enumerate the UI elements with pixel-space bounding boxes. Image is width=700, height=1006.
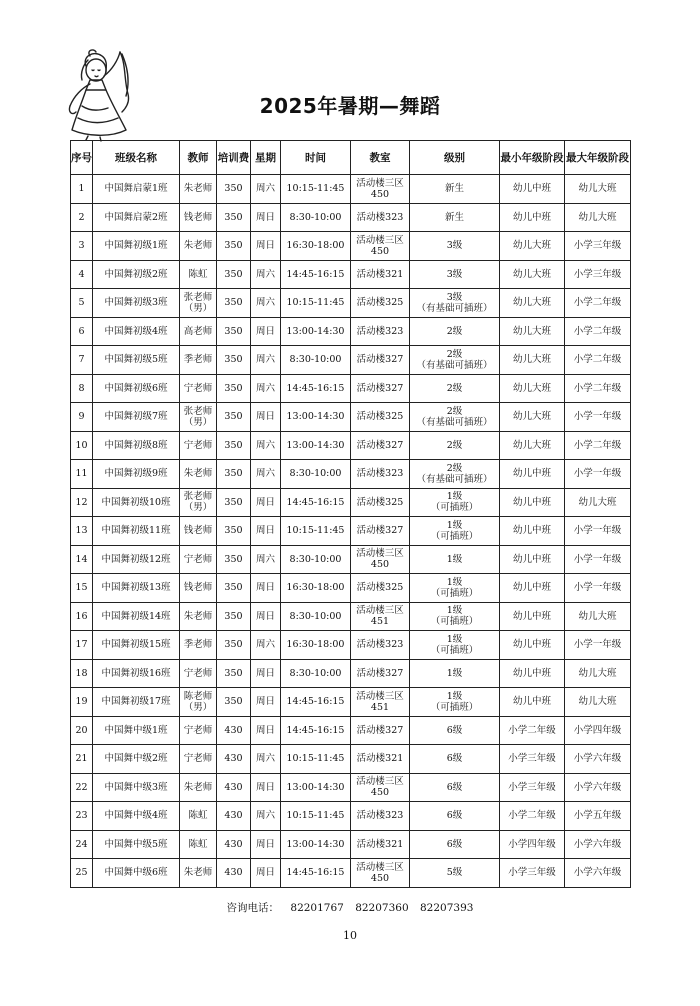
cell-min-grade: 幼儿中班 <box>500 203 565 232</box>
cell-index: 20 <box>71 716 93 745</box>
cell-index: 17 <box>71 631 93 660</box>
cell-level: 1级 （可插班） <box>410 488 500 517</box>
column-header-fee: 培训费 <box>217 141 251 175</box>
cell-level: 1级 （可插班） <box>410 688 500 717</box>
cell-time: 8:30-10:00 <box>281 545 351 574</box>
cell-fee: 350 <box>217 688 251 717</box>
column-header-min-grade: 最小年级阶段 <box>500 141 565 175</box>
cell-index: 5 <box>71 289 93 318</box>
cell-teacher: 朱老师 <box>180 859 217 888</box>
cell-max-grade: 幼儿大班 <box>565 203 631 232</box>
contact-label: 咨询电话： <box>226 902 280 914</box>
cell-fee: 430 <box>217 745 251 774</box>
cell-class-name: 中国舞初级7班 <box>93 403 180 432</box>
cell-fee: 350 <box>217 346 251 375</box>
cell-level: 1级 <box>410 659 500 688</box>
cell-fee: 430 <box>217 716 251 745</box>
cell-fee: 350 <box>217 260 251 289</box>
cell-teacher: 宁老师 <box>180 659 217 688</box>
cell-class-name: 中国舞中级4班 <box>93 802 180 831</box>
table-row <box>71 716 631 745</box>
cell-index: 6 <box>71 317 93 346</box>
cell-level: 3级 （有基础可插班） <box>410 289 500 318</box>
cell-level: 6级 <box>410 745 500 774</box>
cell-min-grade: 幼儿中班 <box>500 659 565 688</box>
page-title: 2025年暑期—舞蹈 <box>259 94 441 118</box>
cell-fee: 350 <box>217 574 251 603</box>
cell-weekday: 周六 <box>251 460 281 489</box>
contact-phone: 82207360 <box>355 902 409 914</box>
cell-index: 21 <box>71 745 93 774</box>
cell-min-grade: 幼儿大班 <box>500 317 565 346</box>
cell-classroom: 活动楼323 <box>351 203 410 232</box>
cell-fee: 430 <box>217 802 251 831</box>
cell-classroom: 活动楼327 <box>351 346 410 375</box>
cell-level: 5级 <box>410 859 500 888</box>
cell-teacher: 高老师 <box>180 317 217 346</box>
cell-index: 14 <box>71 545 93 574</box>
table-row <box>71 602 631 631</box>
cell-fee: 350 <box>217 317 251 346</box>
cell-teacher: 陈虹 <box>180 802 217 831</box>
cell-index: 1 <box>71 175 93 204</box>
cell-class-name: 中国舞初级5班 <box>93 346 180 375</box>
cell-weekday: 周六 <box>251 745 281 774</box>
cell-max-grade: 小学二年级 <box>565 346 631 375</box>
cell-level: 3级 <box>410 232 500 261</box>
table-body <box>71 175 631 888</box>
column-header-teacher: 教师 <box>180 141 217 175</box>
cell-index: 19 <box>71 688 93 717</box>
cell-index: 23 <box>71 802 93 831</box>
cell-index: 11 <box>71 460 93 489</box>
cell-min-grade: 幼儿大班 <box>500 431 565 460</box>
cell-max-grade: 小学六年级 <box>565 830 631 859</box>
cell-weekday: 周六 <box>251 175 281 204</box>
cell-min-grade: 幼儿大班 <box>500 374 565 403</box>
cell-class-name: 中国舞初级3班 <box>93 289 180 318</box>
cell-teacher: 陈虹 <box>180 830 217 859</box>
cell-weekday: 周六 <box>251 289 281 318</box>
cell-classroom: 活动楼321 <box>351 260 410 289</box>
cell-time: 14:45-16:15 <box>281 260 351 289</box>
cell-time: 14:45-16:15 <box>281 374 351 403</box>
cell-classroom: 活动楼327 <box>351 431 410 460</box>
table-row <box>71 203 631 232</box>
cell-fee: 350 <box>217 517 251 546</box>
cell-classroom: 活动楼323 <box>351 460 410 489</box>
class-schedule-table <box>70 140 631 888</box>
cell-class-name: 中国舞初级11班 <box>93 517 180 546</box>
table-row <box>71 859 631 888</box>
cell-min-grade: 幼儿中班 <box>500 460 565 489</box>
cell-index: 3 <box>71 232 93 261</box>
cell-time: 16:30-18:00 <box>281 232 351 261</box>
cell-index: 8 <box>71 374 93 403</box>
cell-classroom: 活动楼三区 450 <box>351 545 410 574</box>
cell-weekday: 周日 <box>251 517 281 546</box>
cell-index: 9 <box>71 403 93 432</box>
cell-class-name: 中国舞初级15班 <box>93 631 180 660</box>
cell-fee: 350 <box>217 374 251 403</box>
cell-min-grade: 幼儿大班 <box>500 346 565 375</box>
cell-classroom: 活动楼327 <box>351 517 410 546</box>
cell-weekday: 周日 <box>251 602 281 631</box>
cell-time: 13:00-14:30 <box>281 830 351 859</box>
cell-level: 1级 （可插班） <box>410 517 500 546</box>
cell-time: 14:45-16:15 <box>281 716 351 745</box>
cell-weekday: 周日 <box>251 317 281 346</box>
cell-fee: 350 <box>217 232 251 261</box>
cell-index: 18 <box>71 659 93 688</box>
cell-class-name: 中国舞初级14班 <box>93 602 180 631</box>
cell-index: 25 <box>71 859 93 888</box>
table-row <box>71 431 631 460</box>
cell-level: 新生 <box>410 175 500 204</box>
column-header-class-name: 班级名称 <box>93 141 180 175</box>
table-row <box>71 175 631 204</box>
cell-time: 14:45-16:15 <box>281 488 351 517</box>
cell-max-grade: 幼儿大班 <box>565 175 631 204</box>
cell-class-name: 中国舞中级6班 <box>93 859 180 888</box>
table-row <box>71 631 631 660</box>
table-row <box>71 289 631 318</box>
cell-time: 10:15-11:45 <box>281 175 351 204</box>
cell-teacher: 朱老师 <box>180 460 217 489</box>
cell-max-grade: 小学五年级 <box>565 802 631 831</box>
cell-fee: 350 <box>217 431 251 460</box>
cell-time: 16:30-18:00 <box>281 574 351 603</box>
cell-min-grade: 小学二年级 <box>500 802 565 831</box>
cell-fee: 350 <box>217 403 251 432</box>
cell-level: 6级 <box>410 773 500 802</box>
cell-index: 22 <box>71 773 93 802</box>
cell-classroom: 活动楼321 <box>351 745 410 774</box>
cell-weekday: 周六 <box>251 346 281 375</box>
cell-fee: 350 <box>217 175 251 204</box>
cell-class-name: 中国舞初级6班 <box>93 374 180 403</box>
table-row <box>71 802 631 831</box>
cell-class-name: 中国舞初级2班 <box>93 260 180 289</box>
table-row <box>71 545 631 574</box>
cell-teacher: 钱老师 <box>180 517 217 546</box>
cell-teacher: 张老师 （男） <box>180 488 217 517</box>
cell-min-grade: 幼儿大班 <box>500 260 565 289</box>
cell-classroom: 活动楼三区 451 <box>351 602 410 631</box>
cell-min-grade: 幼儿中班 <box>500 488 565 517</box>
table-row <box>71 346 631 375</box>
cell-level: 1级 （可插班） <box>410 574 500 603</box>
cell-teacher: 朱老师 <box>180 602 217 631</box>
cell-index: 13 <box>71 517 93 546</box>
cell-fee: 430 <box>217 830 251 859</box>
table-row <box>71 260 631 289</box>
cell-classroom: 活动楼三区 451 <box>351 688 410 717</box>
cell-classroom: 活动楼三区 450 <box>351 232 410 261</box>
cell-min-grade: 小学二年级 <box>500 716 565 745</box>
cell-time: 14:45-16:15 <box>281 859 351 888</box>
cell-time: 13:00-14:30 <box>281 403 351 432</box>
table-row <box>71 374 631 403</box>
cell-classroom: 活动楼327 <box>351 374 410 403</box>
cell-time: 8:30-10:00 <box>281 659 351 688</box>
cell-class-name: 中国舞初级10班 <box>93 488 180 517</box>
table-row <box>71 460 631 489</box>
cell-max-grade: 小学二年级 <box>565 289 631 318</box>
cell-weekday: 周日 <box>251 232 281 261</box>
page-number: 10 <box>343 929 357 942</box>
cell-max-grade: 小学一年级 <box>565 631 631 660</box>
cell-max-grade: 小学一年级 <box>565 574 631 603</box>
cell-time: 10:15-11:45 <box>281 517 351 546</box>
cell-max-grade: 小学二年级 <box>565 431 631 460</box>
cell-fee: 350 <box>217 659 251 688</box>
cell-class-name: 中国舞中级3班 <box>93 773 180 802</box>
cell-max-grade: 小学六年级 <box>565 773 631 802</box>
cell-index: 16 <box>71 602 93 631</box>
cell-index: 7 <box>71 346 93 375</box>
cell-classroom: 活动楼327 <box>351 716 410 745</box>
column-header-classroom: 教室 <box>351 141 410 175</box>
cell-class-name: 中国舞初级1班 <box>93 232 180 261</box>
cell-min-grade: 幼儿中班 <box>500 631 565 660</box>
cell-classroom: 活动楼323 <box>351 317 410 346</box>
cell-min-grade: 小学三年级 <box>500 859 565 888</box>
cell-min-grade: 幼儿中班 <box>500 175 565 204</box>
cell-fee: 350 <box>217 631 251 660</box>
cell-index: 10 <box>71 431 93 460</box>
cell-fee: 430 <box>217 773 251 802</box>
table-row <box>71 659 631 688</box>
cell-max-grade: 小学二年级 <box>565 317 631 346</box>
cell-time: 14:45-16:15 <box>281 688 351 717</box>
column-header-time: 时间 <box>281 141 351 175</box>
cell-teacher: 陈老师 （男） <box>180 688 217 717</box>
cell-max-grade: 幼儿大班 <box>565 602 631 631</box>
cell-teacher: 张老师 （男） <box>180 403 217 432</box>
cell-max-grade: 小学六年级 <box>565 745 631 774</box>
cell-weekday: 周日 <box>251 830 281 859</box>
table-row <box>71 745 631 774</box>
cell-max-grade: 幼儿大班 <box>565 688 631 717</box>
cell-class-name: 中国舞中级1班 <box>93 716 180 745</box>
cell-min-grade: 幼儿大班 <box>500 232 565 261</box>
cell-time: 10:15-11:45 <box>281 802 351 831</box>
cell-max-grade: 小学一年级 <box>565 545 631 574</box>
cell-class-name: 中国舞初级12班 <box>93 545 180 574</box>
contact-phone: 82201767 <box>290 902 344 914</box>
cell-teacher: 钱老师 <box>180 203 217 232</box>
cell-class-name: 中国舞启蒙1班 <box>93 175 180 204</box>
cell-fee: 350 <box>217 460 251 489</box>
cell-min-grade: 幼儿中班 <box>500 545 565 574</box>
cell-classroom: 活动楼325 <box>351 488 410 517</box>
cell-max-grade: 小学四年级 <box>565 716 631 745</box>
cell-time: 13:00-14:30 <box>281 431 351 460</box>
table-row <box>71 488 631 517</box>
cell-teacher: 朱老师 <box>180 773 217 802</box>
cell-teacher: 陈虹 <box>180 260 217 289</box>
cell-teacher: 季老师 <box>180 346 217 375</box>
cell-min-grade: 小学四年级 <box>500 830 565 859</box>
cell-fee: 350 <box>217 602 251 631</box>
cell-max-grade: 小学一年级 <box>565 517 631 546</box>
cell-min-grade: 幼儿中班 <box>500 688 565 717</box>
cell-class-name: 中国舞初级16班 <box>93 659 180 688</box>
cell-weekday: 周六 <box>251 802 281 831</box>
cell-classroom: 活动楼325 <box>351 574 410 603</box>
column-header-index: 序号 <box>71 141 93 175</box>
cell-min-grade: 幼儿大班 <box>500 289 565 318</box>
cell-class-name: 中国舞初级13班 <box>93 574 180 603</box>
table-row <box>71 688 631 717</box>
cell-time: 10:15-11:45 <box>281 745 351 774</box>
column-header-weekday: 星期 <box>251 141 281 175</box>
cell-min-grade: 小学三年级 <box>500 773 565 802</box>
cell-teacher: 朱老师 <box>180 232 217 261</box>
cell-level: 2级 （有基础可插班） <box>410 460 500 489</box>
cell-fee: 350 <box>217 488 251 517</box>
cell-level: 2级 <box>410 431 500 460</box>
table-row <box>71 232 631 261</box>
table-row <box>71 317 631 346</box>
cell-level: 1级 （可插班） <box>410 602 500 631</box>
cell-fee: 350 <box>217 203 251 232</box>
cell-teacher: 朱老师 <box>180 175 217 204</box>
cell-time: 8:30-10:00 <box>281 346 351 375</box>
table-row <box>71 830 631 859</box>
cell-class-name: 中国舞初级4班 <box>93 317 180 346</box>
table-row <box>71 574 631 603</box>
cell-time: 16:30-18:00 <box>281 631 351 660</box>
cell-min-grade: 幼儿中班 <box>500 574 565 603</box>
cell-teacher: 季老师 <box>180 631 217 660</box>
cell-level: 2级 （有基础可插班） <box>410 346 500 375</box>
cell-teacher: 钱老师 <box>180 574 217 603</box>
cell-weekday: 周六 <box>251 374 281 403</box>
cell-classroom: 活动楼三区 450 <box>351 859 410 888</box>
cell-level: 1级 <box>410 545 500 574</box>
cell-max-grade: 小学一年级 <box>565 403 631 432</box>
cell-weekday: 周日 <box>251 716 281 745</box>
cell-max-grade: 小学一年级 <box>565 460 631 489</box>
cell-level: 新生 <box>410 203 500 232</box>
cell-weekday: 周六 <box>251 431 281 460</box>
cell-max-grade: 小学六年级 <box>565 859 631 888</box>
cell-fee: 430 <box>217 859 251 888</box>
cell-teacher: 宁老师 <box>180 431 217 460</box>
cell-time: 13:00-14:30 <box>281 773 351 802</box>
cell-max-grade: 幼儿大班 <box>565 488 631 517</box>
cell-max-grade: 小学二年级 <box>565 374 631 403</box>
cell-min-grade: 幼儿大班 <box>500 403 565 432</box>
cell-weekday: 周六 <box>251 631 281 660</box>
cell-level: 3级 <box>410 260 500 289</box>
cell-level: 2级 （有基础可插班） <box>410 403 500 432</box>
cell-teacher: 张老师 （男） <box>180 289 217 318</box>
cell-teacher: 宁老师 <box>180 545 217 574</box>
cell-weekday: 周日 <box>251 403 281 432</box>
contact-phone: 82207393 <box>419 902 474 914</box>
cell-min-grade: 幼儿中班 <box>500 602 565 631</box>
column-header-level: 级别 <box>410 141 500 175</box>
table-row <box>71 403 631 432</box>
column-header-max-grade: 最大年级阶段 <box>565 141 631 175</box>
table-header-row <box>71 141 631 175</box>
cell-index: 15 <box>71 574 93 603</box>
cell-class-name: 中国舞中级5班 <box>93 830 180 859</box>
cell-weekday: 周六 <box>251 545 281 574</box>
cell-time: 8:30-10:00 <box>281 460 351 489</box>
cell-teacher: 宁老师 <box>180 745 217 774</box>
cell-classroom: 活动楼三区 450 <box>351 175 410 204</box>
cell-weekday: 周日 <box>251 688 281 717</box>
cell-level: 6级 <box>410 802 500 831</box>
cell-classroom: 活动楼321 <box>351 830 410 859</box>
cell-fee: 350 <box>217 289 251 318</box>
cell-index: 12 <box>71 488 93 517</box>
cell-time: 13:00-14:30 <box>281 317 351 346</box>
cell-classroom: 活动楼323 <box>351 802 410 831</box>
cell-class-name: 中国舞启蒙2班 <box>93 203 180 232</box>
cell-class-name: 中国舞初级9班 <box>93 460 180 489</box>
cell-time: 10:15-11:45 <box>281 289 351 318</box>
cell-max-grade: 小学三年级 <box>565 232 631 261</box>
cell-time: 8:30-10:00 <box>281 203 351 232</box>
table-row <box>71 517 631 546</box>
cell-weekday: 周日 <box>251 773 281 802</box>
cell-index: 4 <box>71 260 93 289</box>
cell-level: 6级 <box>410 830 500 859</box>
contact-info <box>0 900 700 915</box>
cell-weekday: 周日 <box>251 488 281 517</box>
cell-classroom: 活动楼327 <box>351 659 410 688</box>
cell-weekday: 周日 <box>251 574 281 603</box>
cell-min-grade: 幼儿中班 <box>500 517 565 546</box>
cell-classroom: 活动楼323 <box>351 631 410 660</box>
cell-weekday: 周六 <box>251 260 281 289</box>
cell-teacher: 宁老师 <box>180 374 217 403</box>
cell-index: 24 <box>71 830 93 859</box>
cell-level: 2级 <box>410 317 500 346</box>
cell-weekday: 周日 <box>251 859 281 888</box>
cell-teacher: 宁老师 <box>180 716 217 745</box>
cell-class-name: 中国舞初级17班 <box>93 688 180 717</box>
table-row <box>71 773 631 802</box>
cell-classroom: 活动楼三区 450 <box>351 773 410 802</box>
cell-class-name: 中国舞初级8班 <box>93 431 180 460</box>
cell-index: 2 <box>71 203 93 232</box>
cell-weekday: 周日 <box>251 659 281 688</box>
cell-level: 1级 （可插班） <box>410 631 500 660</box>
cell-max-grade: 小学三年级 <box>565 260 631 289</box>
cell-weekday: 周日 <box>251 203 281 232</box>
cell-level: 2级 <box>410 374 500 403</box>
cell-min-grade: 小学三年级 <box>500 745 565 774</box>
cell-fee: 350 <box>217 545 251 574</box>
cell-level: 6级 <box>410 716 500 745</box>
cell-max-grade: 幼儿大班 <box>565 659 631 688</box>
cell-class-name: 中国舞中级2班 <box>93 745 180 774</box>
cell-classroom: 活动楼325 <box>351 289 410 318</box>
cell-classroom: 活动楼325 <box>351 403 410 432</box>
cell-time: 8:30-10:00 <box>281 602 351 631</box>
